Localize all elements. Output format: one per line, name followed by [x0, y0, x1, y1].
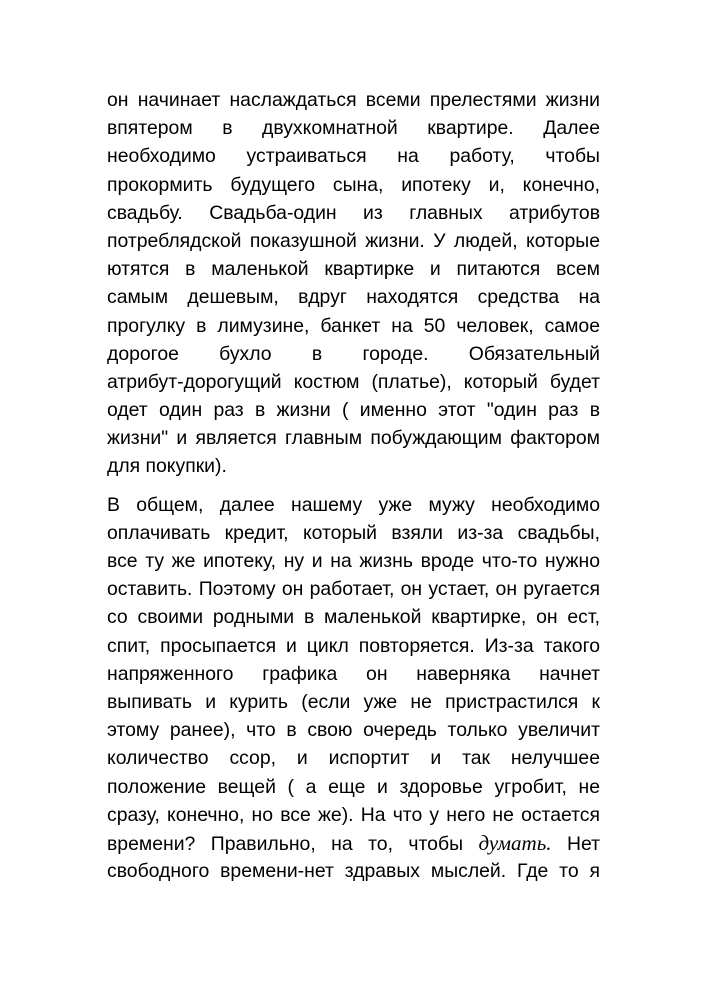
text-line: оставить. Поэтому он работает, он устает, он ругается — [107, 578, 600, 601]
text-line: количество ссор, и испортит и так нелучшее — [107, 747, 600, 770]
text-line: напряженного графика он наверняка начнет — [107, 662, 600, 685]
text-line: свободного времени-нет здравых мыслей. Где то я — [107, 860, 600, 883]
text-line: самым дешевым, вдруг находятся средства на — [107, 286, 600, 309]
text-line: дорогое бухло в городе. Обязательный — [107, 342, 600, 365]
paragraph-2 — [107, 491, 600, 886]
text-segment: Нет — [566, 832, 600, 855]
text-line: жизни" и является главным побуждающим фактором — [107, 427, 600, 450]
text-line: все ту же ипотеку, ну и на жизнь вроде что-то нужно — [107, 550, 600, 572]
text-line: свадьбу. Свадьба-один из главных атрибутов — [107, 201, 600, 224]
text-line: атрибут-дорогущий костюм (платье), который будет — [107, 370, 600, 393]
text-line: прогулку в лимузине, банкет на 50 человек, самое — [107, 314, 600, 337]
text-line: сразу, конечно, но все же). На что у него не остается — [107, 803, 600, 826]
emphasized-word: думать. — [478, 830, 552, 855]
text-line: положение вещей ( а еще и здоровье угробит, не — [107, 775, 600, 798]
text-line: ютятся в маленькой квартирке и питаются всем — [107, 258, 600, 281]
text-line: оплачивать кредит, который взяли из-за свадьбы, — [107, 521, 600, 544]
text-line: этому ранее), что в свою очередь только увеличит — [107, 719, 600, 742]
text-line: для покупки). — [107, 455, 227, 478]
text-line: спит, просыпается и цикл повторяется. Из-за такого — [107, 634, 600, 657]
text-segment: времени? Правильно, на то, чтобы — [107, 832, 464, 855]
text-line: одет один раз в жизни ( именно этот "один раз в — [107, 399, 600, 422]
document-page — [107, 86, 600, 885]
text-line: потреблядской показушной жизни. У людей, которые — [107, 229, 600, 252]
text-line: он начинает наслаждаться всеми прелестями жизни — [107, 89, 600, 111]
text-line: со своими родными в маленькой квартирке, он ест, — [107, 606, 600, 629]
paragraph-1 — [107, 86, 600, 481]
text-line: выпивать и курить (если уже не пристрастился к — [107, 690, 600, 713]
text-line: прокормить будущего сына, ипотеку и, конечно, — [107, 173, 600, 196]
text-line: впятером в двухкомнатной квартире. Далее — [107, 117, 600, 140]
text-line: В общем, далее нашему уже мужу необходимо — [107, 493, 600, 516]
text-line: необходимо устраиваться на работу, чтобы — [107, 145, 600, 168]
text-line-with-emphasis — [107, 829, 600, 857]
